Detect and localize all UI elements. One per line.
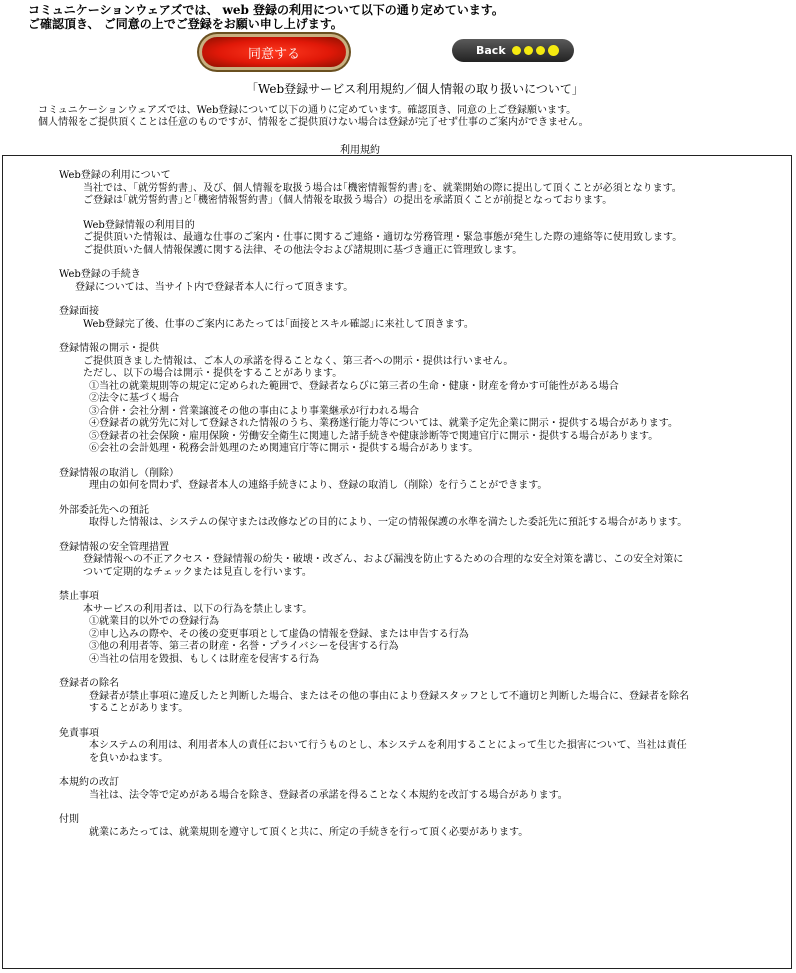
section-text: ついて定期的なチェックまたは見直しを行います。 (83, 566, 312, 578)
list-item: ③他の利用者等、第三者の財産・名誉・プライバシーを侵害する行為 (89, 641, 399, 652)
section-heading: 本規約の改訂 (59, 777, 119, 788)
section-heading: 免責事項 (59, 727, 99, 739)
section-text: 登録者が禁止事項に違反したと判断した場合、またはその他の事由により登録スタッフとして不適切と判断した場合に、登録者を除名 (89, 690, 689, 702)
section-disclaimer (59, 728, 769, 766)
section-text: 理由の如何を問わず、登録者本人の連絡手続きにより、登録の取消し（削除）を行うことができます。 (89, 480, 548, 491)
list-item: ②申し込みの際や、その後の変更事項として虚偽の情報を登録、または申告する行為 (89, 628, 469, 640)
document-title: 「Web登録サービス利用規約／個人情報の取り扱いについて」 (246, 82, 584, 96)
section-text: 就業にあたっては、就業規則を遵守して頂くと共に、所定の手続きを行って頂く必要があります。 (89, 826, 529, 838)
intro-line: コミュニケーションウェアズでは、 web 登録の利用について以下の通り定めています。 (28, 3, 504, 17)
section-text: 当社では、｢就労誓約書｣、及び、個人情報を取扱う場合は｢機密情報誓約書｣を、就業開始の際に提出して頂くことが必須となります。 (83, 182, 682, 194)
section-text: 本システムの利用は、利用者本人の責任において行うものとし、本システムを利用することによって生じた損害について、当社は責任 (89, 740, 687, 751)
section-text: ご提供頂いた情報は、最適な仕事のご案内・仕事に関するご連絡・適切な労務管理・緊急事態が発生した際の連絡等に使用致します。 (83, 232, 683, 243)
section-text: ご提供頂いた個人情報保護に関する法律、その他法令および諸規則に基づき適正に管理致します。 (83, 244, 523, 256)
list-item: ⑤登録者の社会保険・雇用保険・労働安全衛生に関連した諸手続きや健康診断等で関連官庁に開示・提供する場合があります。 (89, 430, 659, 442)
section-outsourcing (59, 505, 769, 530)
section-text: Web登録完了後、仕事のご案内にあたっては｢面接とスキル確認｣に来社して頂きます。 (83, 318, 474, 330)
section-heading: Web登録の利用について (59, 170, 171, 181)
section-heading: 登録者の除名 (59, 678, 119, 689)
lead-text (38, 105, 589, 129)
dots-icon (512, 45, 559, 56)
section-heading: 付則 (59, 814, 79, 825)
section-supplementary (59, 814, 769, 839)
agree-button[interactable] (202, 37, 346, 67)
section-expulsion (59, 678, 769, 716)
section-heading: 登録面接 (59, 306, 99, 317)
section-text: を負いかねます。 (89, 752, 169, 764)
list-item: ③合併・会社分割・営業譲渡その他の事由により事業継承が行われる場合 (89, 405, 419, 417)
section-heading: 禁止事項 (59, 591, 99, 602)
section-revision (59, 777, 769, 802)
section-text: ただし、以下の場合は開示・提供をすることがあります。 (83, 368, 343, 379)
section-text: することがあります。 (89, 703, 189, 714)
agree-button-label: 同意する (247, 46, 300, 62)
back-button[interactable] (452, 39, 574, 62)
section-text: 登録情報への不正アクセス・登録情報の紛失・破壊・改ざん、および漏洩を防止するための合理的な安全対策を講じ、この安全対策に (83, 554, 684, 565)
intro-line: ご確認頂き、 ご同意の上でご登録をお願い申し上げます。 (28, 17, 343, 31)
lead-line: コミュニケーションウェアズでは、Web登録について以下の通りに定めています。確認頂き、同意の上ご登録願います。 (38, 105, 577, 116)
section-heading: 登録情報の安全管理措置 (59, 541, 169, 553)
section-prohibited (59, 591, 769, 666)
list-item: ⑥会社の会計処理・税務会計処理のため関連官庁等に開示・提供する場合があります。 (89, 443, 479, 454)
section-heading: 外部委託先への預託 (59, 504, 149, 516)
back-button-label: Back (476, 44, 506, 57)
section-heading: Web登録情報の利用目的 (83, 219, 195, 231)
section-disclosure (59, 343, 769, 456)
section-text: ご提供頂きました情報は、ご本人の承諾を得ることなく、第三者への開示・提供は行いません。 (83, 355, 514, 367)
section-web-usage (59, 170, 769, 257)
section-security (59, 542, 769, 580)
list-item: ④当社の信用を毀損、もしくは財産を侵害する行為 (89, 653, 319, 665)
section-procedure (59, 269, 769, 294)
section-heading: 登録情報の取消し（削除） (59, 467, 179, 479)
list-item: ①当社の就業規則等の規定に定められた範囲で、登録者ならびに第三者の生命・健康・財産を脅かす可能性がある場合 (89, 380, 619, 392)
list-item: ②法令に基づく場合 (89, 393, 179, 404)
list-item: ④登録者の就労先に対して登録された情報のうち、業務遂行能力等については、就業予定先企業に開示・提供する場合があります。 (89, 418, 678, 429)
intro-text (28, 3, 504, 31)
section-text: 当社は、法令等で定めがある場合を除き、登録者の承諾を得ることなく本規約を改訂する場合があります。 (89, 789, 568, 801)
terms-content (59, 170, 769, 851)
section-heading: 登録情報の開示・提供 (59, 343, 159, 354)
section-deletion (59, 468, 769, 493)
section-text: 取得した情報は、システムの保守または改修などの目的により、一定の情報保護の水準を満たした委託先に預託する場合があります。 (89, 517, 688, 528)
section-text: 登録については、当サイト内で登録者本人に行って頂きます。 (75, 281, 354, 293)
list-item: ①就業目的以外での登録行為 (89, 616, 219, 627)
section-text: 本サービスの利用者は、以下の行為を禁止します。 (83, 603, 313, 615)
terms-caption: 利用規約 (340, 145, 380, 156)
section-heading: Web登録の手続き (59, 269, 141, 280)
section-interview (59, 306, 769, 331)
lead-line: 個人情報をご提供頂くことは任意のものですが、情報をご提供頂けない場合は登録が完了せず仕事のご案内ができません。 (38, 117, 589, 128)
section-text: ご登録は｢就労誓約書｣と｢機密情報誓約書｣（個人情報を取扱う場合）の提出を承諾頂くことが前提となっております。 (83, 195, 613, 206)
